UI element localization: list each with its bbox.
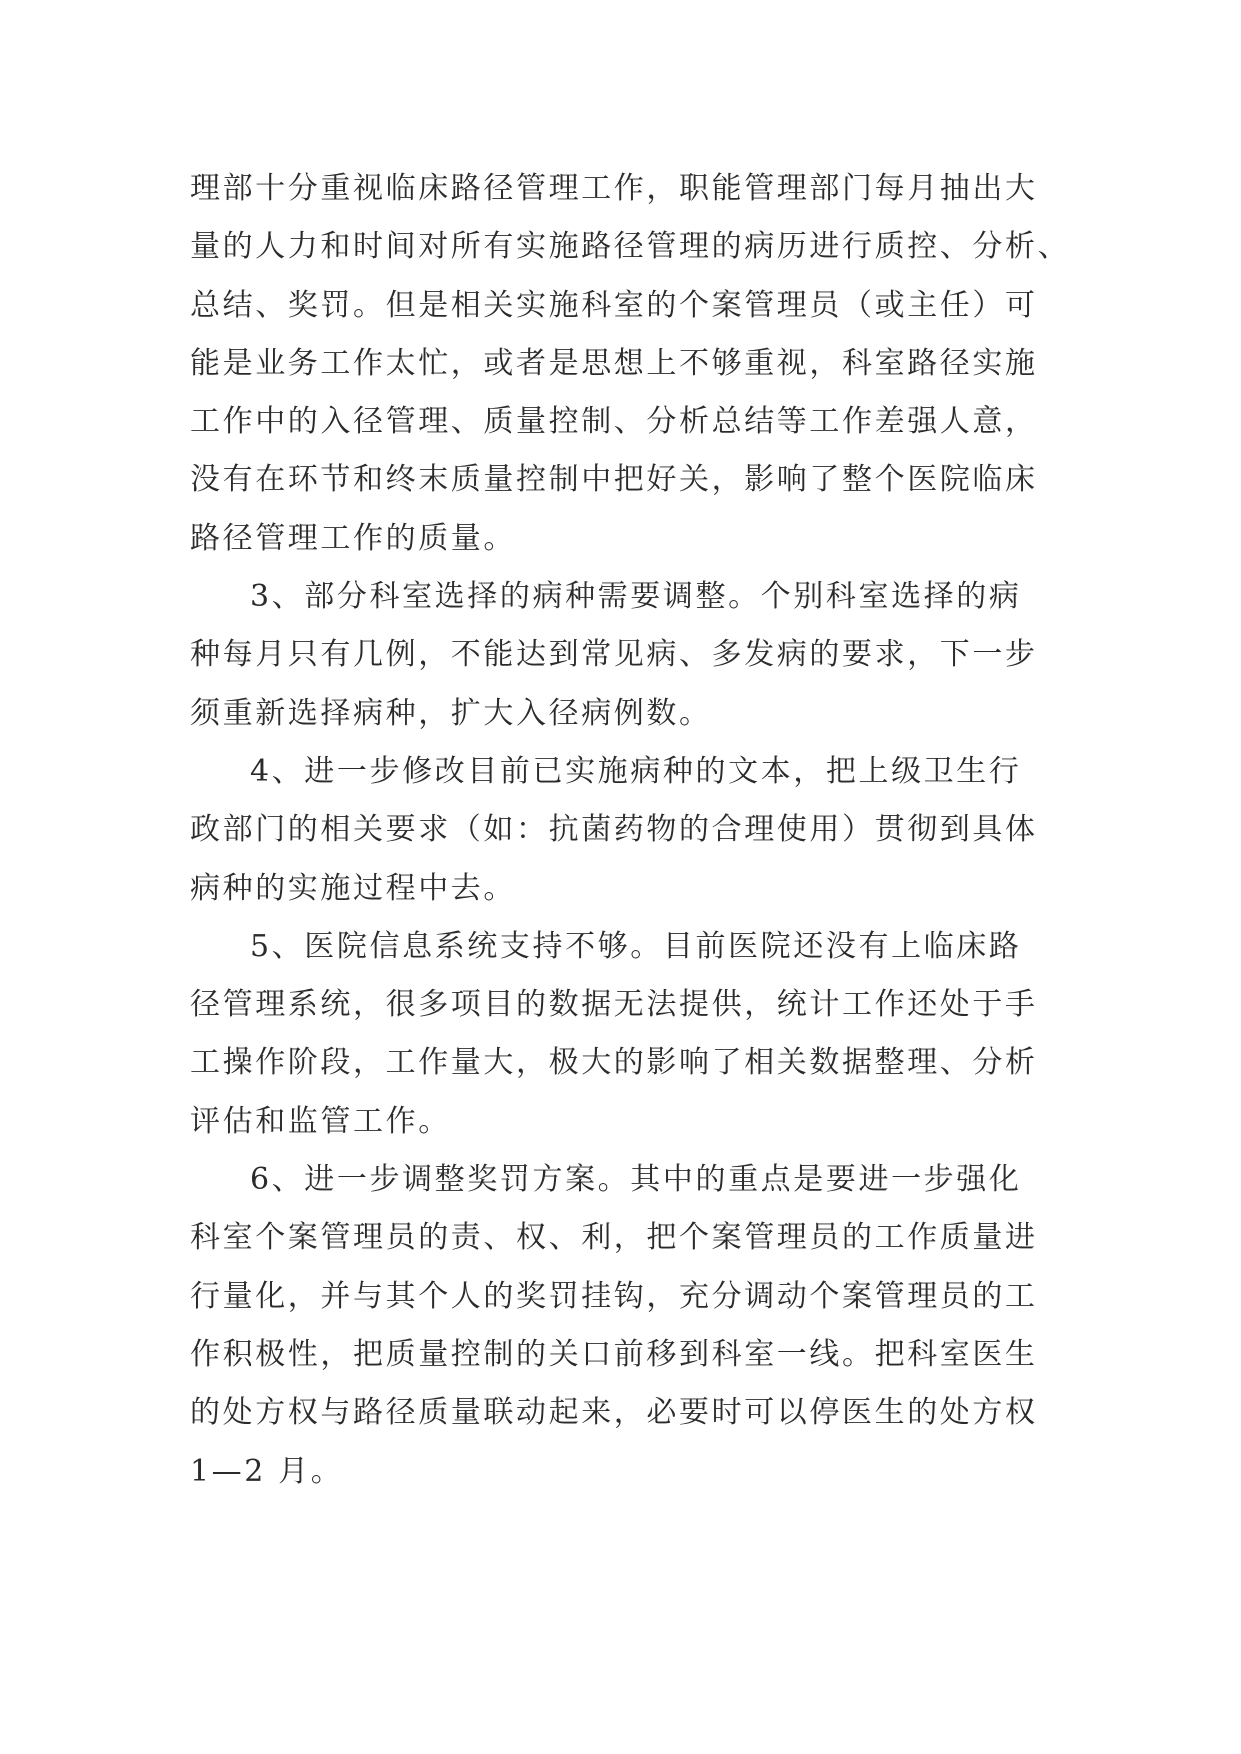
text-line: 路径管理工作的质量。: [190, 520, 516, 556]
text-line: 病种的实施过程中去。: [190, 870, 516, 906]
text-line: 科室个案管理员的责、权、利，把个案管理员的工作质量进: [190, 1220, 1038, 1256]
text-line: 工作中的入径管理、质量控制、分析总结等工作差强人意，: [190, 404, 1038, 440]
text-line: 政部门的相关要求（如：抗菌药物的合理使用）贯彻到具体: [190, 812, 1038, 848]
text-line: 的处方权与路径质量联动起来，必要时可以停医生的处方权: [190, 1395, 1038, 1431]
text-line: 评估和监管工作。: [190, 1103, 451, 1139]
text-line: 理部十分重视临床路径管理工作，职能管理部门每月抽出大: [190, 171, 1038, 206]
paragraph-start-3: 3、部分科室选择的病种需要调整。个别科室选择的病: [250, 579, 1022, 615]
text-line: 工操作阶段，工作量大，极大的影响了相关数据整理、分析: [190, 1045, 1038, 1081]
text-line: 作积极性，把质量控制的关口前移到科室一线。把科室医生: [190, 1336, 1038, 1372]
text-line: 种每月只有几例，不能达到常见病、多发病的要求，下一步: [190, 637, 1038, 673]
paragraph-start-6: 6、进一步调整奖罚方案。其中的重点是要进一步强化: [250, 1162, 1022, 1198]
text-line: 须重新选择病种，扩大入径病例数。: [190, 695, 712, 731]
paragraph-start-4: 4、进一步修改目前已实施病种的文本，把上级卫生行: [250, 753, 1022, 789]
text-line: 1—2 月。: [190, 1453, 344, 1489]
text-line: 总结、奖罚。但是相关实施科室的个案管理员（或主任）可: [190, 287, 1038, 323]
paragraph-start-5: 5、医院信息系统支持不够。目前医院还没有上临床路: [250, 928, 1022, 964]
text-line: 行量化，并与其个人的奖罚挂钩，充分调动个案管理员的工: [190, 1278, 1038, 1314]
text-line: 能是业务工作太忙，或者是思想上不够重视，科室路径实施: [190, 345, 1038, 381]
text-line: 量的人力和时间对所有实施路径管理的病历进行质控、分析、: [190, 229, 1071, 265]
text-line: 没有在环节和终末质量控制中把好关，影响了整个医院临床: [190, 462, 1038, 498]
text-line: 径管理系统，很多项目的数据无法提供，统计工作还处于手: [190, 987, 1038, 1023]
body-text: [190, 160, 1150, 1501]
